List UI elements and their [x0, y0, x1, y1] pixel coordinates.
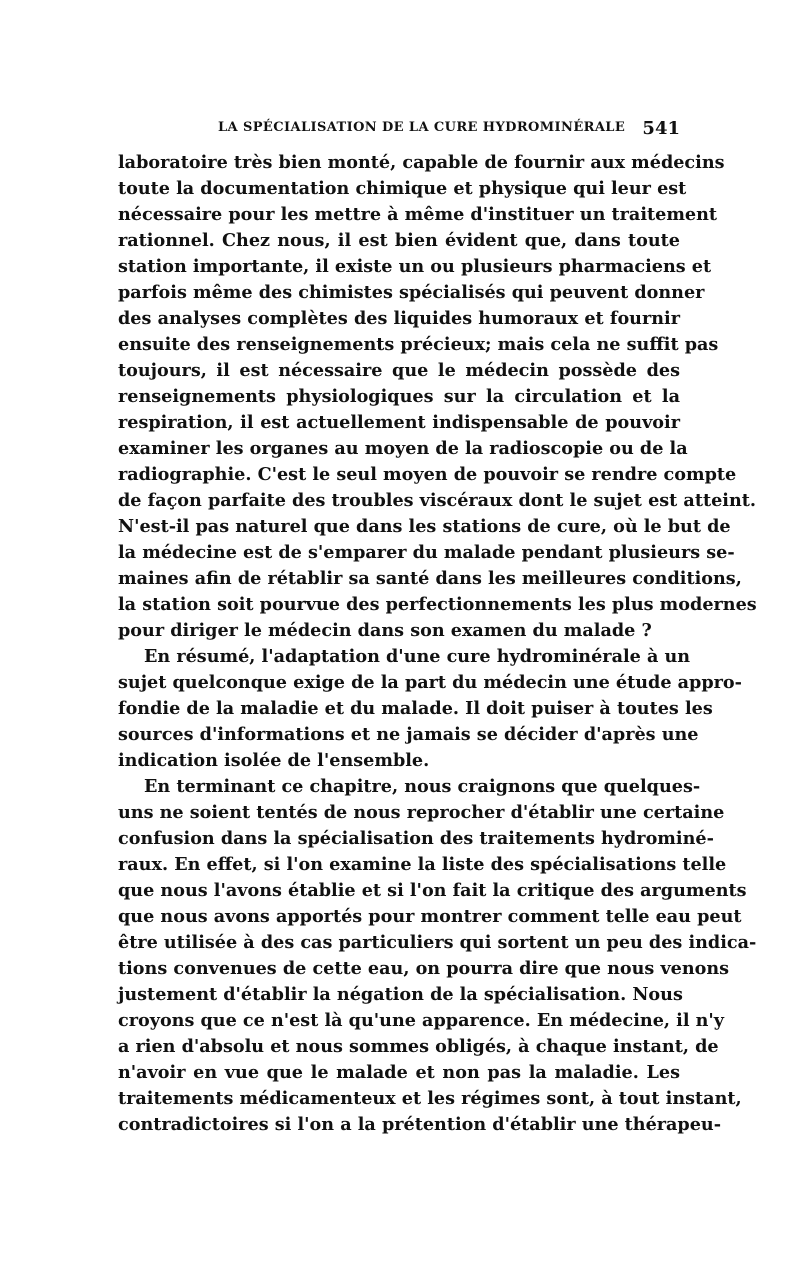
text-line: ensuite des renseignements précieux; mais cela ne suffit pas	[118, 334, 719, 355]
text-line: N'est-il pas naturel que dans les stations de cure, où le but de	[118, 516, 731, 537]
text-line: respiration, il est actuellement indispensable de pouvoir	[118, 412, 680, 433]
text-line: des analyses complètes des liquides humoraux et fournir	[118, 308, 680, 329]
text-line: radiographie. C'est le seul moyen de pouvoir se rendre compte	[118, 464, 737, 485]
text-line: sources d'informations et ne jamais se décider d'après une	[118, 724, 699, 745]
text-line: confusion dans la spécialisation des traitements hydrominé-	[118, 828, 714, 849]
text-line: pour diriger le médecin dans son examen du malade ?	[118, 620, 652, 641]
text-line: renseignements physiologiques sur la circulation et la	[118, 386, 680, 407]
running-title: LA SPÉCIALISATION DE LA CURE HYDROMINÉRALE	[218, 120, 626, 135]
text-line: rationnel. Chez nous, il est bien évident que, dans toute	[118, 230, 680, 251]
text-line: la station soit pourvue des perfectionnements les plus modernes	[118, 594, 757, 615]
text-line: station importante, il existe un ou plusieurs pharmaciens et	[118, 256, 712, 277]
text-line: de façon parfaite des troubles viscéraux dont le sujet est atteint.	[118, 490, 756, 511]
paragraph-start-line: En résumé, l'adaptation d'une cure hydrominérale à un	[144, 646, 691, 667]
text-line: nécessaire pour les mettre à même d'instituer un traitement	[118, 204, 718, 225]
text-line: justement d'établir la négation de la spécialisation. Nous	[118, 984, 683, 1005]
text-line: que nous l'avons établie et si l'on fait la critique des arguments	[118, 880, 747, 901]
text-line: croyons que ce n'est là qu'une apparence. En médecine, il n'y	[118, 1010, 725, 1031]
text-line: tions convenues de cette eau, on pourra dire que nous venons	[118, 958, 730, 979]
body-text	[118, 150, 757, 1138]
text-line: laboratoire très bien monté, capable de fournir aux médecins	[118, 152, 725, 173]
text-line: la médecine est de s'emparer du malade pendant plusieurs se-	[118, 542, 735, 563]
text-line: maines afin de rétablir sa santé dans les meilleures conditions,	[118, 568, 742, 589]
text-line: raux. En effet, si l'on examine la liste des spécialisations telle	[118, 854, 727, 875]
page-header	[118, 118, 680, 140]
text-line: a rien d'absolu et nous sommes obligés, à chaque instant, de	[118, 1036, 719, 1057]
text-line: n'avoir en vue que le malade et non pas la maladie. Les	[118, 1062, 680, 1083]
text-line: être utilisée à des cas particuliers qui sortent un peu des indica-	[118, 932, 757, 953]
paragraph-start-line: En terminant ce chapitre, nous craignons que quelques-	[144, 776, 701, 797]
text-line: parfois même des chimistes spécialisés qui peuvent donner	[118, 282, 705, 303]
text-line: examiner les organes au moyen de la radioscopie ou de la	[118, 438, 688, 459]
text-line: toujours, il est nécessaire que le médecin possède des	[118, 360, 680, 381]
page-number: 541	[642, 118, 680, 139]
text-line: indication isolée de l'ensemble.	[118, 750, 430, 771]
text-line: que nous avons apportés pour montrer comment telle eau peut	[118, 906, 742, 927]
text-line: sujet quelconque exige de la part du médecin une étude appro-	[118, 672, 742, 693]
text-line: contradictoires si l'on a la prétention d'établir une thérapeu-	[118, 1114, 722, 1135]
text-line: toute la documentation chimique et physique qui leur est	[118, 178, 687, 199]
text-line: traitements médicamenteux et les régimes sont, à tout instant,	[118, 1088, 742, 1109]
text-line: fondie de la maladie et du malade. Il doit puiser à toutes les	[118, 698, 713, 719]
text-line: uns ne soient tentés de nous reprocher d'établir une certaine	[118, 802, 725, 823]
